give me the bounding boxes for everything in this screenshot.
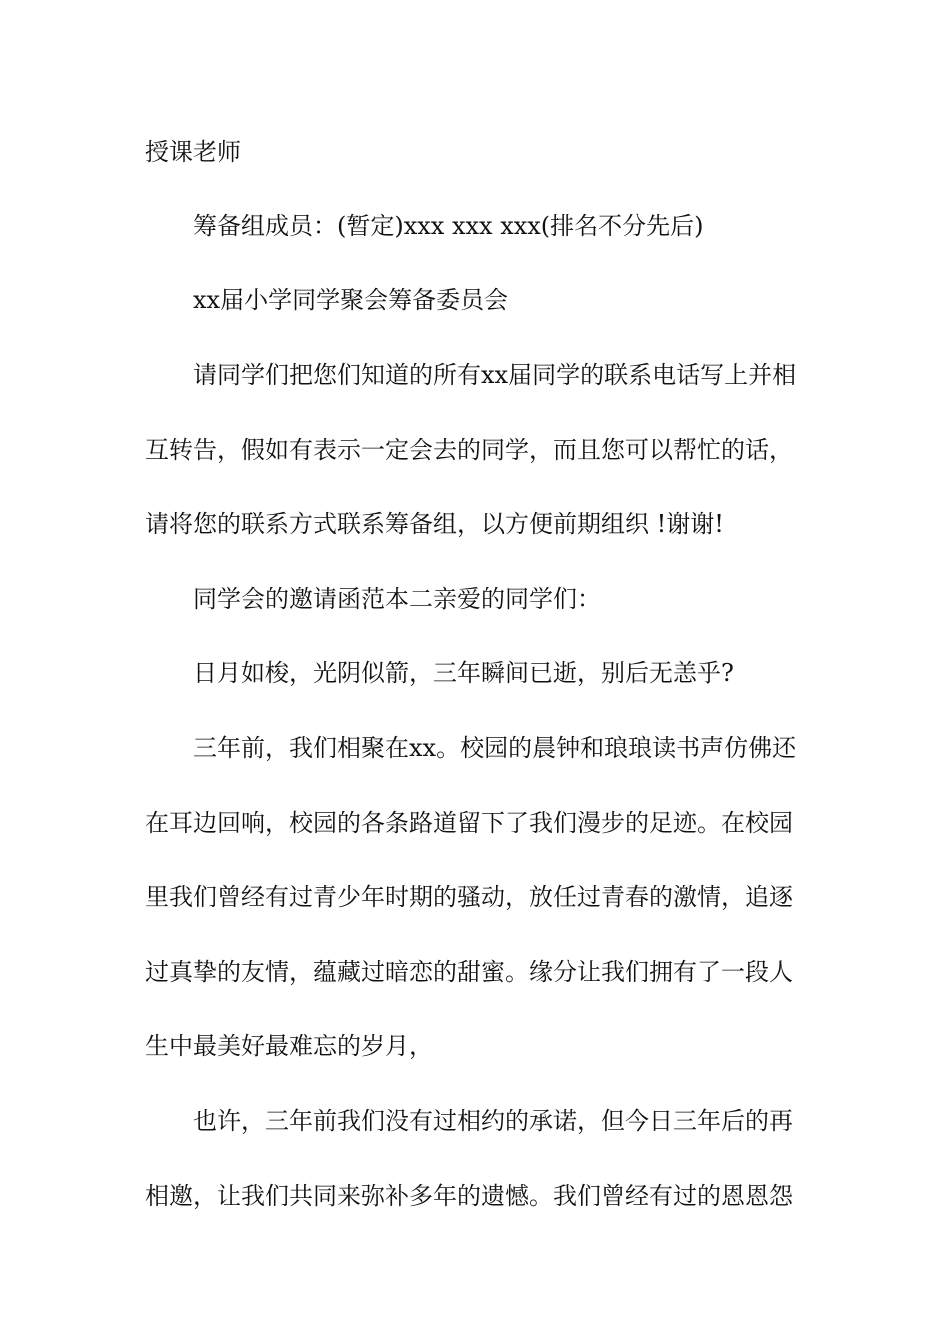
text-line-5: 互转告，假如有表示一定会去的同学，而且您可以帮忙的话， <box>145 436 793 464</box>
text-line-11: 里我们曾经有过青少年时期的骚动，放任过青春的激情，追逐 <box>145 883 793 911</box>
text-line-6: 请将您的联系方式联系筹备组，以方便前期组织 !谢谢! <box>145 510 724 538</box>
text-line-12: 过真挚的友情，蕴藏过暗恋的甜蜜。缘分让我们拥有了一段人 <box>145 958 793 986</box>
text-line-7: 同学会的邀请函范本二亲爱的同学们： <box>193 585 601 613</box>
text-line-4: 请同学们把您们知道的所有xx届同学的联系电话写上并相 <box>193 361 797 389</box>
text-line-14: 也许，三年前我们没有过相约的承诺，但今日三年后的再 <box>193 1107 793 1135</box>
text-line-9: 三年前，我们相聚在xx。校园的晨钟和琅琅读书声仿佛还 <box>193 734 797 762</box>
text-line-10: 在耳边回响，校园的各条路道留下了我们漫步的足迹。在校园 <box>145 809 793 837</box>
text-line-13: 生中最美好最难忘的岁月， <box>145 1032 433 1060</box>
text-line-1: 授课老师 <box>145 138 241 166</box>
text-line-8: 日月如梭，光阴似箭，三年瞬间已逝，别后无恙乎? <box>193 659 734 687</box>
text-line-15: 相邀，让我们共同来弥补多年的遗憾。我们曾经有过的恩恩怨 <box>145 1182 793 1210</box>
text-line-2: 筹备组成员：(暂定)xxx xxx xxx(排名不分先后) <box>193 212 704 240</box>
text-line-3: xx届小学同学聚会筹备委员会 <box>193 286 509 314</box>
